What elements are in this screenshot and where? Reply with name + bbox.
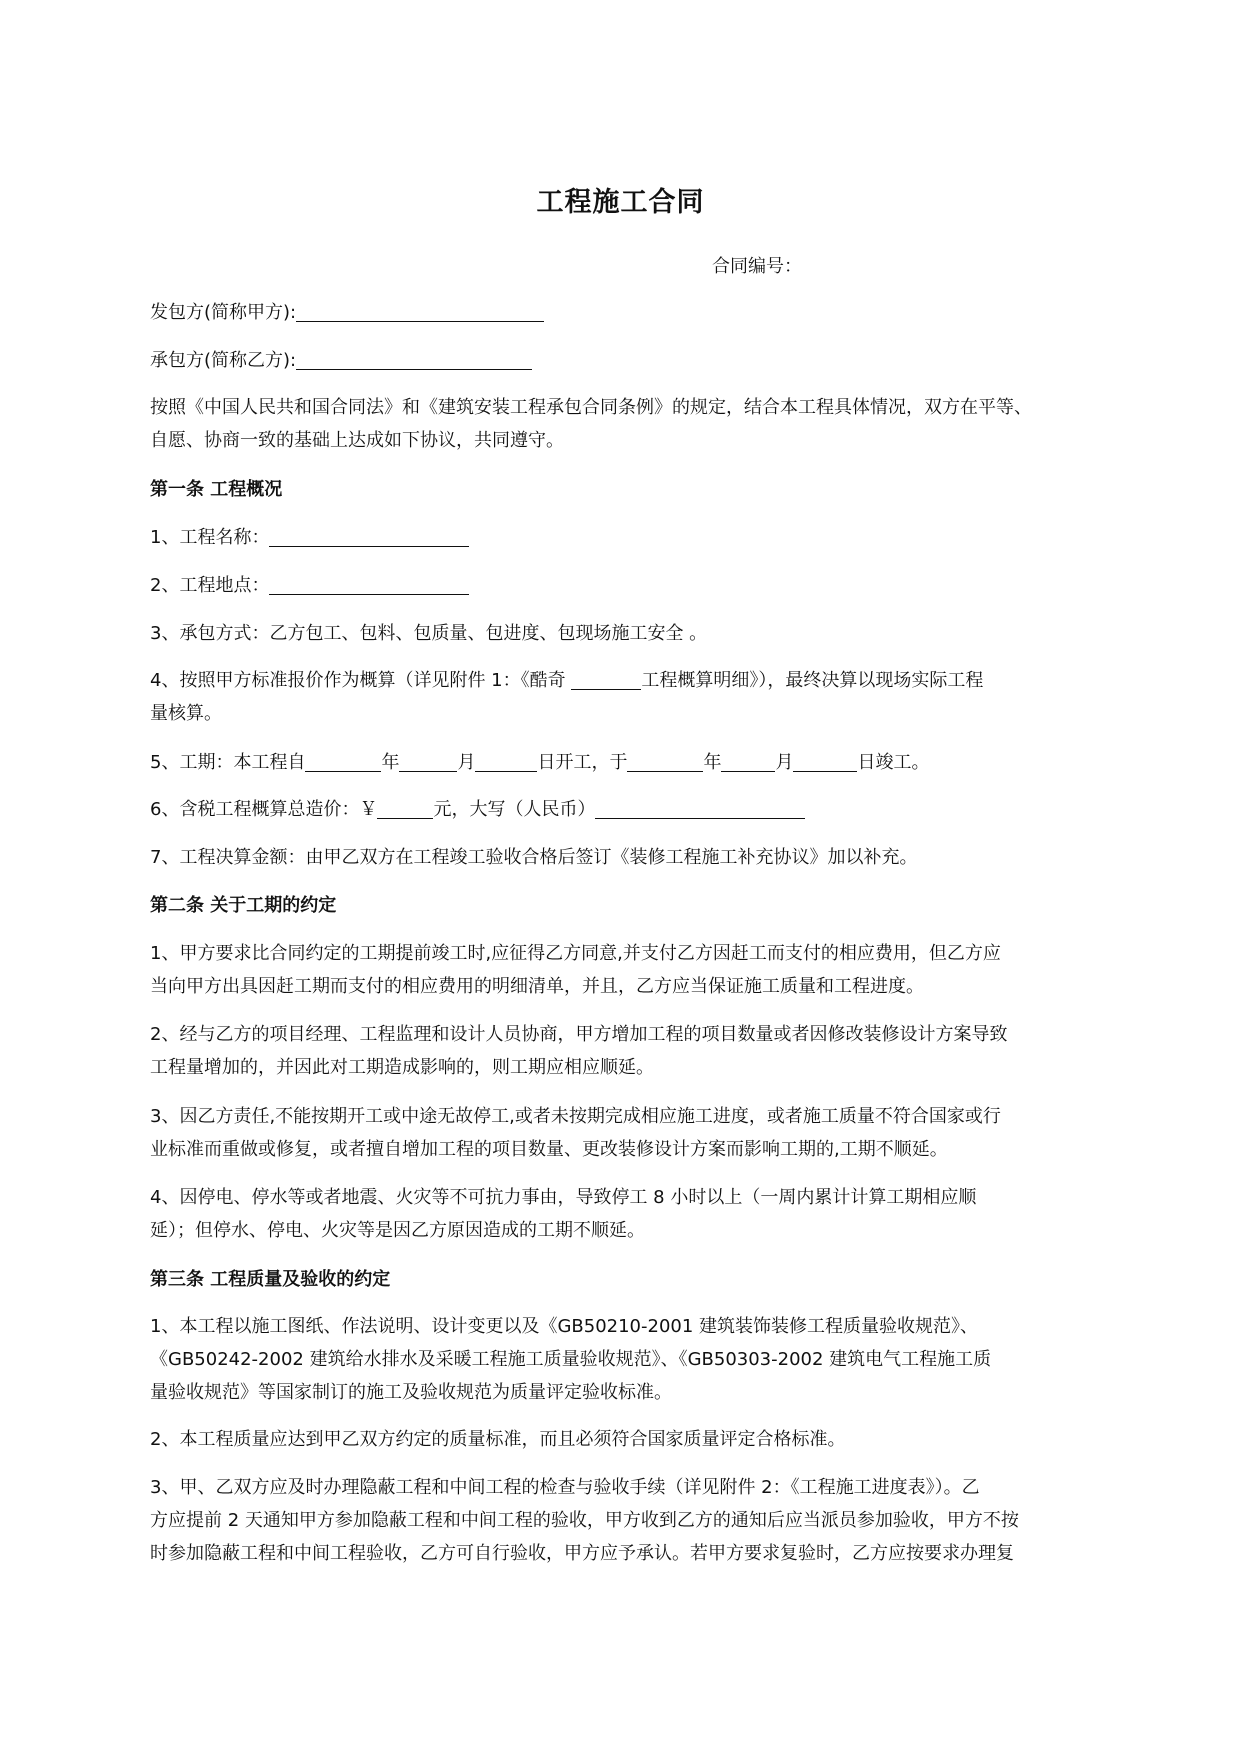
item4-text-a: 4、按照甲方标准报价作为概算（详见附件 1：《酷奇 xyxy=(150,670,572,691)
item4-text-b: 工程概算明细》），最终决算以现场实际工程 xyxy=(641,670,984,691)
article3-item2: 2、本工程质量应达到甲乙双方约定的质量标准，而且必须符合国家质量评定合格标准。 xyxy=(150,1429,846,1450)
article1-item2 xyxy=(150,569,1090,602)
project-name-label: 1、工程名称： xyxy=(150,527,270,548)
price-uppercase-blank[interactable] xyxy=(595,798,805,819)
article3-heading: 第三条 工程质量及验收的约定 xyxy=(150,1269,391,1290)
party-a-label: 发包方(简称甲方): xyxy=(150,302,297,323)
party-b-blank[interactable] xyxy=(296,349,532,370)
article1-item7: 7、工程决算金额：由甲乙双方在工程竣工验收合格后签订《装修工程施工补充协议》加以补充。 xyxy=(150,847,918,868)
article1-item4 xyxy=(150,664,1100,730)
paragraph-line: 2、经与乙方的项目经理、工程监理和设计人员协商，甲方增加工程的项目数量或者因修改装修设计方案导致 xyxy=(150,1024,1008,1045)
paragraph-line: 当向甲方出具因赶工期而支付的相应费用的明细清单，并且，乙方应当保证施工质量和工程进度。 xyxy=(150,976,924,997)
party-a-line xyxy=(150,296,1090,329)
start-label: 日开工，于 xyxy=(537,752,628,773)
end-day-blank[interactable] xyxy=(793,751,857,772)
project-location-blank[interactable] xyxy=(269,574,469,595)
party-b-label: 承包方(简称乙方): xyxy=(150,350,297,371)
intro-line: 按照《中国人民共和国合同法》和《建筑安装工程承包合同条例》的规定，结合本工程具体情况，双方在平等、 xyxy=(150,397,1032,418)
month-label: 月 xyxy=(457,752,476,773)
article3-item3 xyxy=(150,1471,1100,1570)
intro-paragraph xyxy=(150,391,1100,457)
paragraph-line: 1、甲方要求比合同约定的工期提前竣工时,应征得乙方同意,并支付乙方因赶工而支付的相应费用，但乙方应 xyxy=(150,943,1001,964)
article2-item4 xyxy=(150,1181,1100,1247)
article1-item1 xyxy=(150,521,1090,554)
paragraph-line: 1、本工程以施工图纸、作法说明、设计变更以及《GB50210-2001 建筑装饰装修工程质量验收规范》、 xyxy=(150,1316,979,1337)
document-title: 工程施工合同 xyxy=(536,187,705,218)
paragraph-line: 工程量增加的，并因此对工期造成影响的，则工期应相应顺延。 xyxy=(150,1057,654,1078)
contract-number-label: 合同编号： xyxy=(712,256,802,277)
end-year-blank[interactable] xyxy=(627,751,703,772)
paragraph-line: 延）；但停水、停电、火灾等是因乙方原因造成的工期不顺延。 xyxy=(150,1220,645,1241)
article1-heading: 第一条 工程概况 xyxy=(150,479,283,500)
year-label: 年 xyxy=(381,752,400,773)
item4-text-c: 量核算。 xyxy=(150,703,222,724)
intro-line: 自愿、协商一致的基础上达成如下协议，共同遵守。 xyxy=(150,430,564,451)
item6-uppercase-label: 元，大写（人民币） xyxy=(433,799,596,820)
start-month-blank[interactable] xyxy=(399,751,457,772)
paragraph-line: 业标准而重做或修复，或者擅自增加工程的项目数量、更改装修设计方案而影响工期的,工期不顺延。 xyxy=(150,1139,948,1160)
paragraph-line: 时参加隐蔽工程和中间工程验收，乙方可自行验收，甲方应予承认。若甲方要求复验时，乙方应按要求办理复 xyxy=(150,1543,1014,1564)
paragraph-line: 4、因停电、停水等或者地震、火灾等不可抗力事由，导致停工 8 小时以上（一周内累计计算工期相应顺 xyxy=(150,1187,977,1208)
month-label: 月 xyxy=(775,752,794,773)
article1-item6 xyxy=(150,793,1090,826)
article1-item3: 3、承包方式：乙方包工、包料、包质量、包进度、包现场施工安全 。 xyxy=(150,623,708,644)
year-label: 年 xyxy=(703,752,722,773)
paragraph-line: 3、因乙方责任,不能按期开工或中途无故停工,或者未按期完成相应施工进度，或者施工质量不符合国家或行 xyxy=(150,1106,1001,1127)
party-b-line xyxy=(150,344,1090,377)
project-name-blank[interactable] xyxy=(269,526,469,547)
paragraph-line: 3、甲、乙双方应及时办理隐蔽工程和中间工程的检查与验收手续（详见附件 2：《工程施工进度表》）。乙 xyxy=(150,1477,980,1498)
item5-label: 5、工期：本工程自 xyxy=(150,752,306,773)
party-a-blank[interactable] xyxy=(296,301,544,322)
article2-item1 xyxy=(150,937,1100,1003)
item6-label: 6、含税工程概算总造价：￥ xyxy=(150,799,378,820)
price-blank[interactable] xyxy=(377,798,433,819)
item4-blank[interactable] xyxy=(571,669,641,690)
paragraph-line: 《GB50242-2002 建筑给水排水及采暖工程施工质量验收规范》、《GB50303-2002 建筑电气工程施工质 xyxy=(150,1349,992,1370)
paragraph-line: 量验收规范》等国家制订的施工及验收规范为质量评定验收标准。 xyxy=(150,1382,672,1403)
end-label: 日竣工。 xyxy=(857,752,930,773)
end-month-blank[interactable] xyxy=(721,751,775,772)
start-day-blank[interactable] xyxy=(475,751,537,772)
start-year-blank[interactable] xyxy=(305,751,381,772)
article2-heading: 第二条 关于工期的约定 xyxy=(150,895,337,916)
article2-item2 xyxy=(150,1018,1100,1084)
article2-item3 xyxy=(150,1100,1100,1166)
article3-item1 xyxy=(150,1310,1100,1409)
article1-item5 xyxy=(150,746,1090,779)
paragraph-line: 方应提前 2 天通知甲方参加隐蔽工程和中间工程的验收，甲方收到乙方的通知后应当派员参加验收，甲方不按 xyxy=(150,1510,1019,1531)
project-location-label: 2、工程地点： xyxy=(150,575,270,596)
